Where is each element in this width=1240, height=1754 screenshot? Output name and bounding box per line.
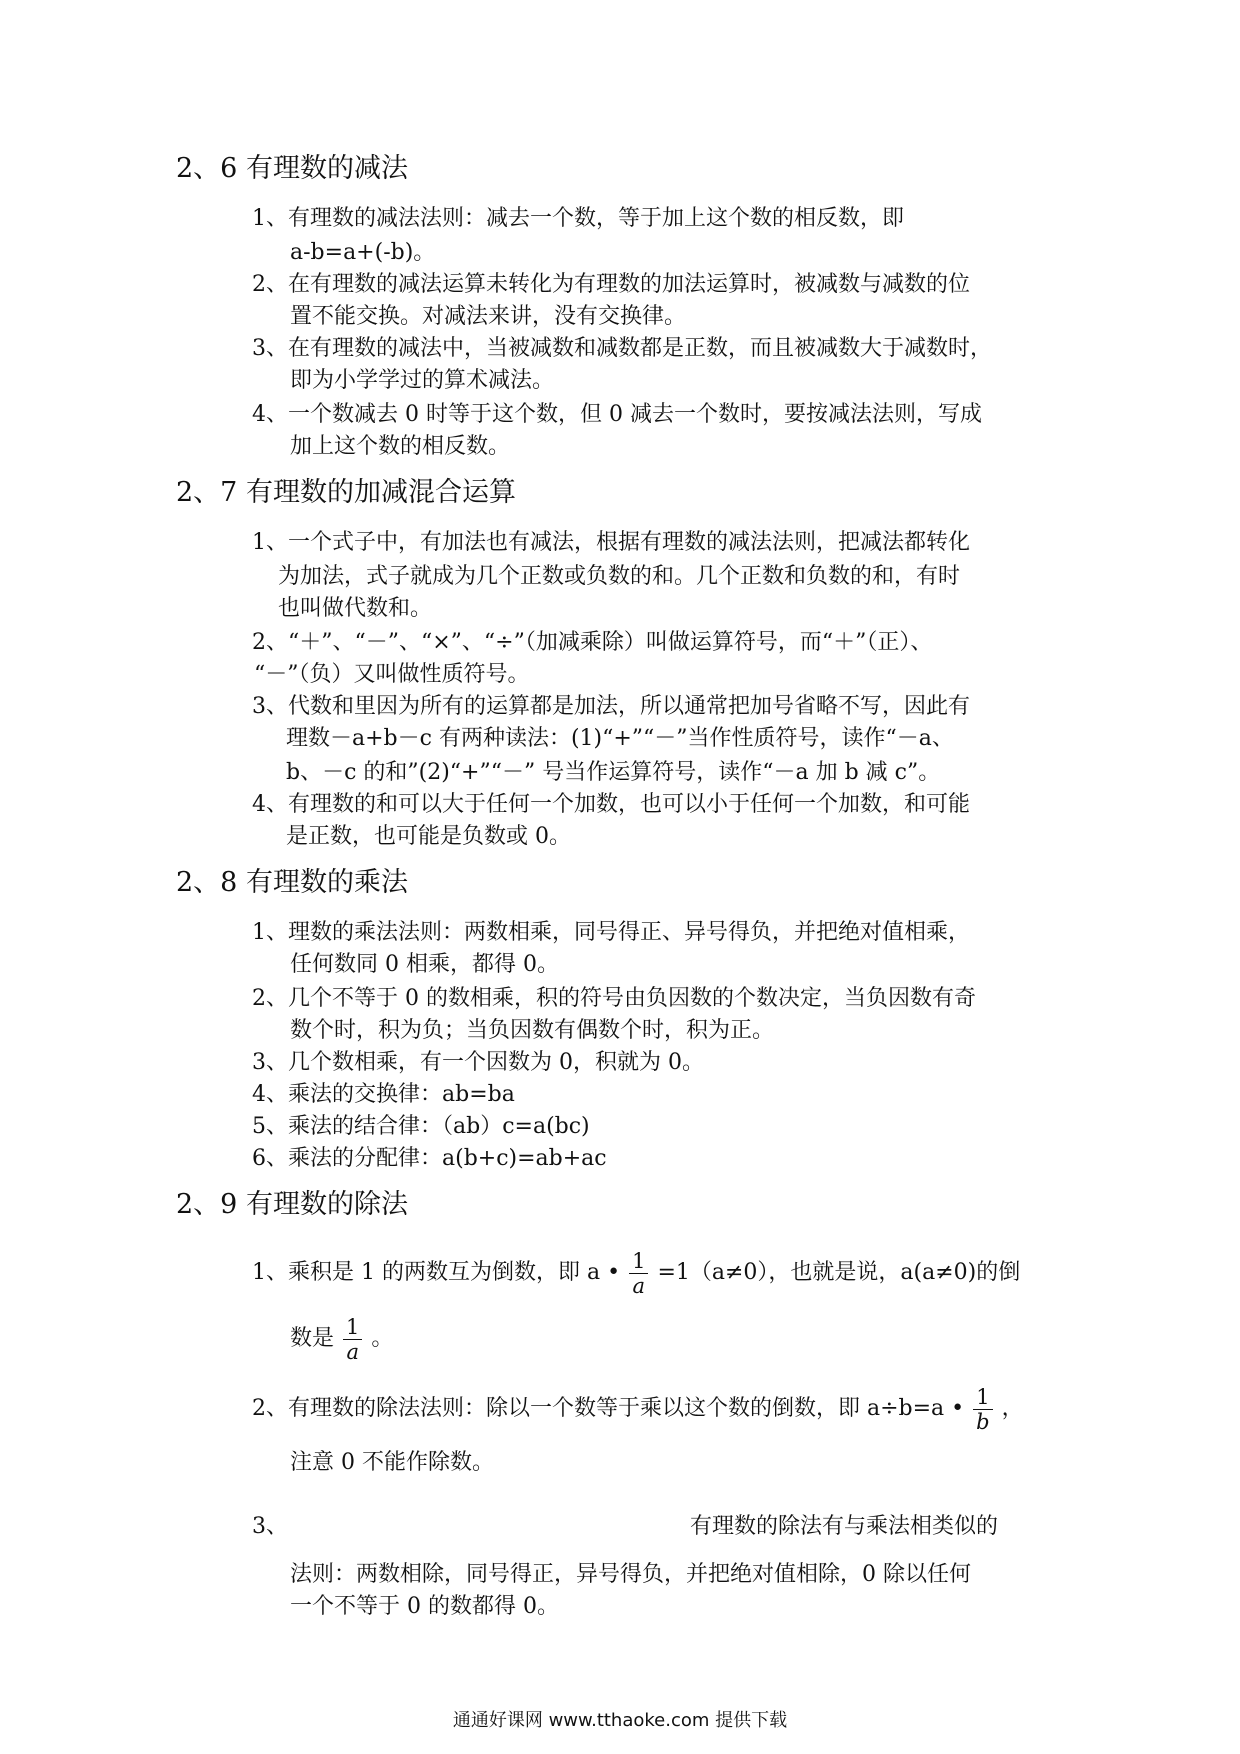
item-2-6-3-line-1: 3、在有理数的减法中，当被减数和减数都是正数，而且被减数大于减数时， [252, 336, 992, 361]
item-2-9-1-line-1 [252, 1244, 1020, 1302]
item-2-6-4-line-2: 加上这个数的相反数。 [290, 434, 511, 459]
item-2-9-3-line-2: 法则：两数相除，同号得正，异号得负，并把绝对值相除，0 除以任何 [290, 1562, 971, 1587]
item-2-8-3: 3、几个数相乘，有一个因数为 0，积就为 0。 [252, 1050, 704, 1075]
item-2-7-2-line-1: 2、“＋”、“－”、“×”、“÷”（加减乘除）叫做运算符号，而“＋”（正）、 [252, 630, 933, 655]
item-2-8-4: 4、乘法的交换律：ab=ba [252, 1082, 515, 1107]
item-2-8-1-line-1: 1、理数的乘法法则：两数相乘，同号得正、异号得负，并把绝对值相乘， [252, 920, 970, 945]
item-2-7-1-line-3: 也叫做代数和。 [278, 596, 433, 621]
item-2-9-2-text-pre: 2、有理数的除法法则：除以一个数等于乘以这个数的倒数，即 a÷b=a • [252, 1396, 965, 1421]
item-2-8-2-line-2: 数个时，积为负；当负因数有偶数个时，积为正。 [290, 1018, 775, 1043]
item-2-6-3-line-2: 即为小学学过的算术减法。 [290, 368, 555, 393]
item-2-9-2-text-post: ， [1001, 1396, 1024, 1421]
item-2-9-2-line-2: 注意 0 不能作除数。 [290, 1450, 494, 1475]
item-2-6-2-line-2: 置不能交换。对减法来讲，没有交换律。 [290, 304, 687, 329]
item-2-9-1-text-b-post: 。 [371, 1326, 394, 1351]
item-2-9-3-line-3: 一个不等于 0 的数都得 0。 [290, 1594, 559, 1619]
item-2-8-1-line-2: 任何数同 0 相乘，都得 0。 [290, 952, 559, 977]
item-2-7-4-line-2: 是正数，也可能是负数或 0。 [286, 824, 571, 849]
fraction-one-over-a [629, 1249, 648, 1298]
item-2-9-1-text-post: =1（a≠0），也就是说，a(a≠0)的倒 [657, 1260, 1021, 1285]
section-title-2-7: 2、7 有理数的加减混合运算 [176, 477, 516, 508]
section-title-2-9: 2、9 有理数的除法 [176, 1189, 408, 1220]
item-2-7-3-line-1: 3、代数和里因为所有的运算都是加法，所以通常把加号省略不写，因此有 [252, 694, 970, 719]
item-2-7-1-line-2: 为加法，式子就成为几个正数或负数的和。几个正数和负数的和，有时 [278, 564, 961, 589]
fraction-denominator: a [346, 1339, 359, 1364]
item-2-8-5: 5、乘法的结合律：（ab）c=a(bc) [252, 1114, 590, 1139]
fraction-denominator: a [632, 1273, 646, 1298]
section-title-2-8: 2、8 有理数的乘法 [176, 867, 408, 898]
fraction-one-over-a [343, 1315, 362, 1364]
section-title-2-6: 2、6 有理数的减法 [176, 153, 408, 184]
item-2-7-3-line-3: b、－c 的和”(2)“+”“－” 号当作运算符号，读作“－a 加 b 减 c”。 [286, 760, 941, 785]
item-2-7-3-line-2: 理数－a+b－c 有两种读法：(1)“+”“－”当作性质符号，读作“－a、 [286, 726, 954, 751]
item-2-9-1-text-b-pre: 数是 [290, 1326, 335, 1351]
item-2-8-6: 6、乘法的分配律：a(b+c)=ab+ac [252, 1146, 607, 1171]
fraction-one-over-b [973, 1385, 992, 1434]
fraction-denominator: b [976, 1409, 990, 1434]
item-2-9-1-text-pre: 1、乘积是 1 的两数互为倒数，即 a • [252, 1260, 621, 1285]
item-2-7-1-line-1: 1、一个式子中，有加法也有减法，根据有理数的减法法则，把减法都转化 [252, 530, 970, 555]
item-2-9-3-line-1: 有理数的除法有与乘法相类似的 [690, 1514, 999, 1539]
fraction-numerator: 1 [346, 1314, 360, 1339]
item-2-7-4-line-1: 4、有理数的和可以大于任何一个加数，也可以小于任何一个加数，和可能 [252, 792, 970, 817]
item-2-9-1-line-2 [290, 1310, 393, 1368]
fraction-numerator: 1 [976, 1384, 990, 1409]
item-2-9-3-number: 3、 [252, 1514, 288, 1539]
item-2-8-2-line-1: 2、几个不等于 0 的数相乘，积的符号由负因数的个数决定，当负因数有奇 [252, 986, 976, 1011]
fraction-numerator: 1 [632, 1248, 646, 1273]
page-footer: 通通好课网 www.tthaoke.com 提供下载 [452, 1710, 788, 1731]
item-2-6-2-line-1: 2、在有理数的减法运算未转化为有理数的加法运算时，被减数与减数的位 [252, 272, 970, 297]
item-2-6-1-line-2: a-b=a+(-b)。 [290, 240, 436, 265]
item-2-6-1-line-1: 1、有理数的减法法则：减去一个数，等于加上这个数的相反数，即 [252, 206, 904, 231]
item-2-9-2-line-1 [252, 1380, 1024, 1438]
item-2-6-4-line-1: 4、一个数减去 0 时等于这个数，但 0 减去一个数时，要按减法法则，写成 [252, 402, 982, 427]
item-2-7-2-line-2: “－”（负）又叫做性质符号。 [254, 662, 530, 687]
